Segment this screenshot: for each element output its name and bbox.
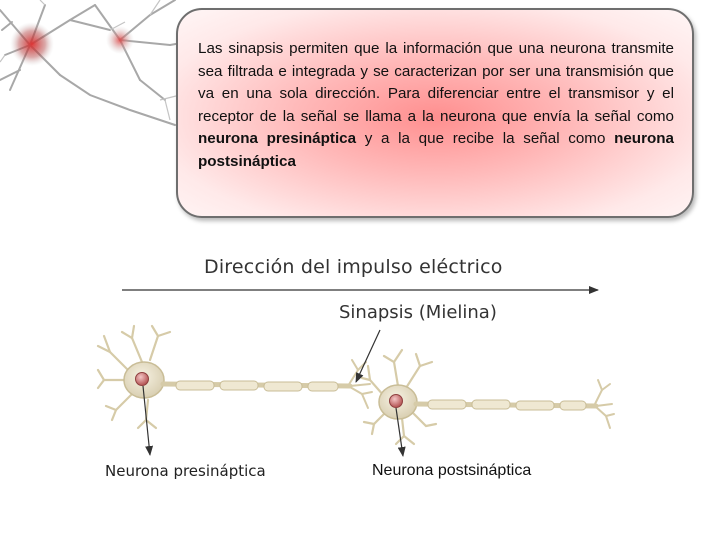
presynaptic-label: Neurona presináptica bbox=[105, 462, 266, 480]
synapse-label: Sinapsis (Mielina) bbox=[339, 302, 497, 323]
direction-title: Dirección del impulso eléctrico bbox=[204, 256, 503, 278]
callout-term-presynaptic: neurona presináptica bbox=[198, 130, 357, 148]
synapse-pointer-arrow bbox=[356, 330, 380, 382]
callout-text-part2: y a la que recibe la señal como bbox=[356, 130, 615, 148]
presynaptic-neuron-icon bbox=[98, 326, 372, 428]
postsynaptic-label: Neurona postsináptica bbox=[372, 462, 532, 479]
callout-text-part1: Las sinapsis permiten que la información que una neurona transmite sea filtrada e integrada y se caracterizan por ser una transmisión que va en una sola dirección. Para diferenciar entre el transmisor y el receptor de la señal se llama a la neurona que envía la señal como bbox=[198, 40, 674, 125]
callout-term-postsynaptic: neurona postsináptica bbox=[198, 130, 674, 170]
